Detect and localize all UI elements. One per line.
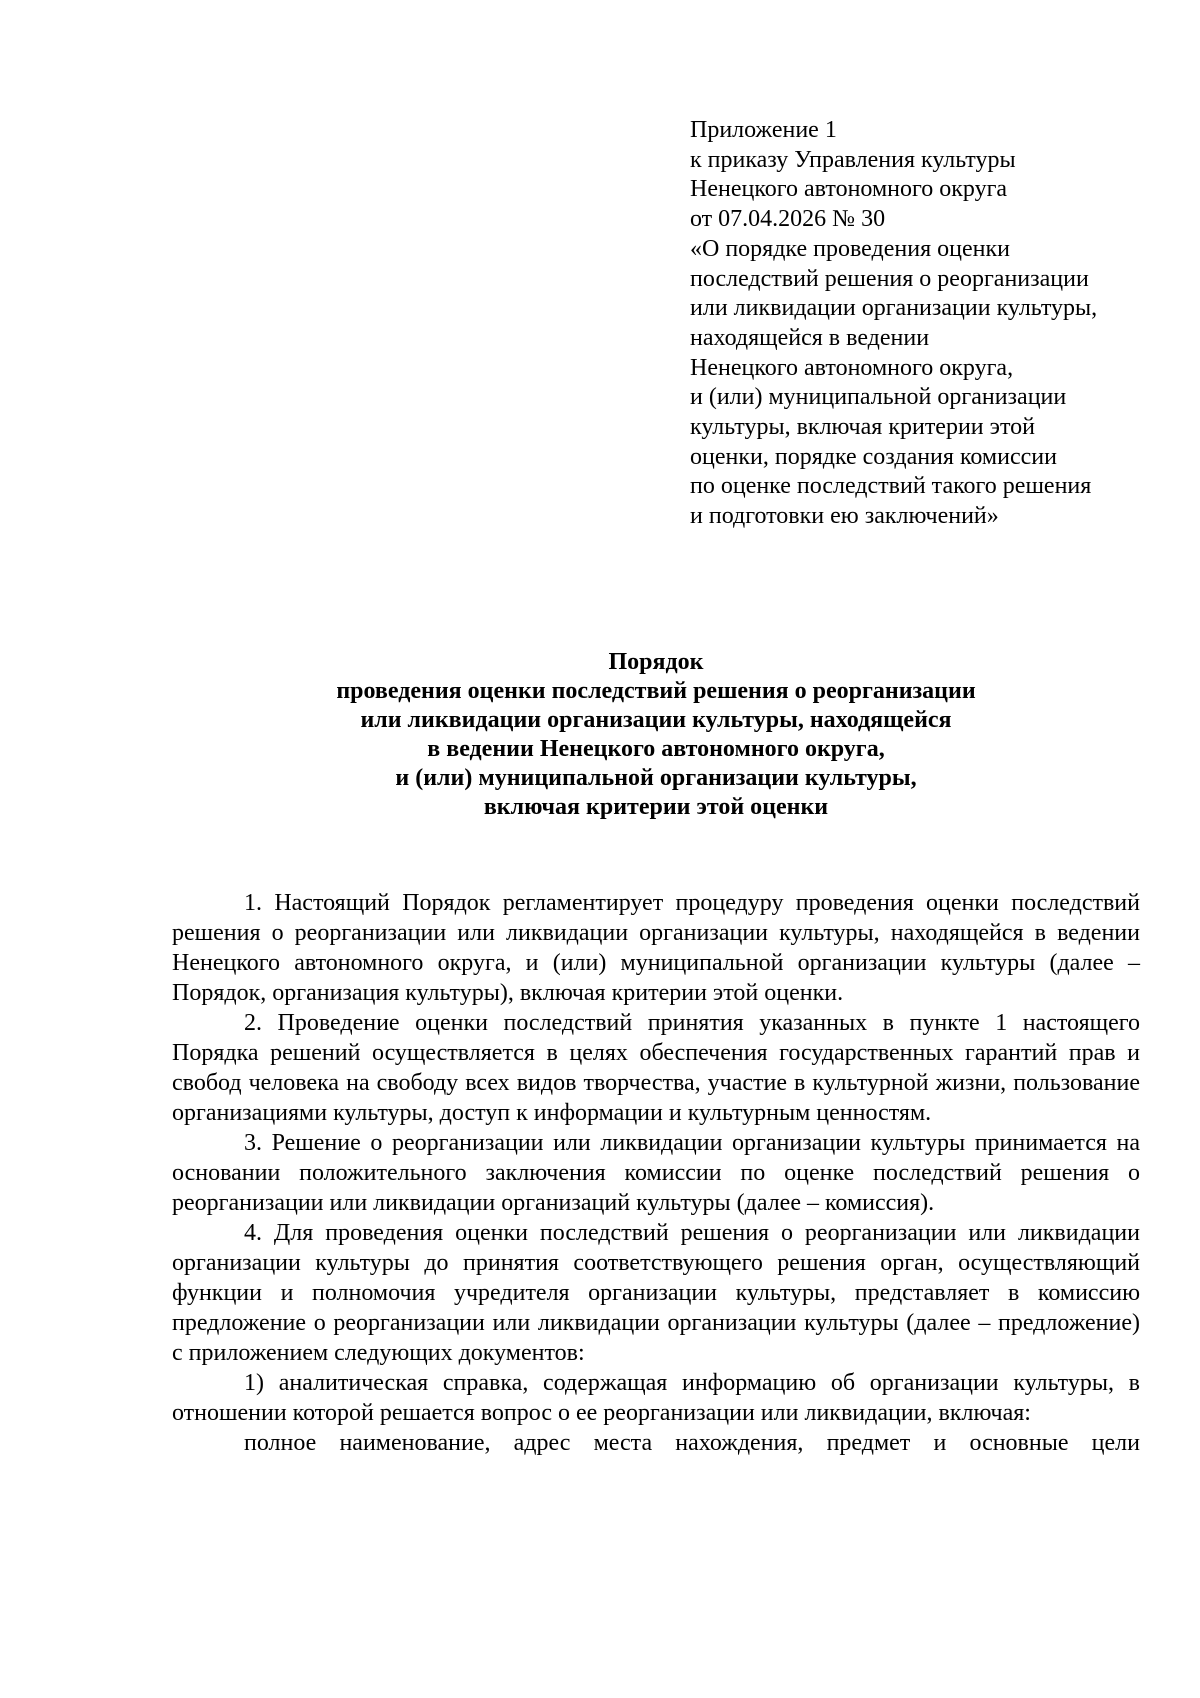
paragraph-3: 3. Решение о реорганизации или ликвидации организации культуры принимается на основании положительного заключения комиссии по оценке последствий решения о реорганизации или ликвидации организаций культуры (далее – комиссия). (172, 1130, 1140, 1216)
appendix-line: оценки, порядке создания комиссии (690, 443, 1057, 470)
title-line: в ведении Ненецкого автономного округа, (427, 736, 885, 762)
document-body (172, 888, 1140, 1458)
title-line: или ликвидации организации культуры, находящейся (360, 707, 952, 733)
appendix-line: культуры, включая критерии этой (690, 414, 1035, 441)
appendix-line: и (или) муниципальной организации (690, 384, 1067, 411)
title-line: проведения оценки последствий решения о реорганизации (336, 678, 976, 704)
paragraph-4: 4. Для проведения оценки последствий решения о реорганизации или ликвидации организации культуры до принятия соответствующего решения орган, осуществляющий функции и полномочия учредителя организации культуры, представляет в комиссию предложение о реорганизации или ликвидации организации культуры (далее – предложение) с приложением следующих документов: (172, 1220, 1140, 1366)
paragraph-4-item-1: 1) аналитическая справка, содержащая информацию об организации культуры, в отношении которой решается вопрос о ее реорганизации или ликвидации, включая: (172, 1370, 1140, 1426)
appendix-line: или ликвидации организации культуры, (690, 295, 1098, 322)
appendix-line: «О порядке проведения оценки (690, 235, 1010, 262)
appendix-line: к приказу Управления культуры (690, 146, 1016, 173)
appendix-line: Приложение 1 (690, 117, 837, 143)
paragraph-4-item-1-detail: полное наименование, адрес места нахождения, предмет и основные цели (244, 1430, 1140, 1456)
title-line: и (или) муниципальной организации культуры, (395, 765, 917, 791)
title-line: включая критерии этой оценки (483, 794, 829, 820)
paragraph-2: 2. Проведение оценки последствий принятия указанных в пункте 1 настоящего Порядка решений осуществляется в целях обеспечения государственных гарантий прав и свобод человека на свободу всех видов творчества, участие в культурной жизни, пользование организациями культуры, доступ к информации и культурным ценностям. (172, 1010, 1140, 1126)
appendix-line: Ненецкого автономного округа, (690, 354, 1014, 381)
title-line: Порядок (608, 649, 704, 675)
appendix-line: находящейся в ведении (690, 324, 930, 351)
appendix-line: от 07.04.2026 № 30 (690, 206, 886, 233)
document-title (150, 648, 1162, 822)
appendix-line: по оценке последствий такого решения (690, 473, 1092, 500)
appendix-line: и подготовки ею заключений» (690, 503, 999, 530)
appendix-line: Ненецкого автономного округа (690, 176, 1008, 203)
appendix-line: последствий решения о реорганизации (690, 265, 1089, 292)
appendix-header (690, 116, 1170, 532)
paragraph-1: 1. Настоящий Порядок регламентирует процедуру проведения оценки последствий решения о реорганизации или ликвидации организации культуры, находящейся в ведении Ненецкого автономного округа, и (или) муниципальной организации культуры (далее – Порядок, организация культуры), включая критерии этой оценки. (172, 890, 1140, 1006)
